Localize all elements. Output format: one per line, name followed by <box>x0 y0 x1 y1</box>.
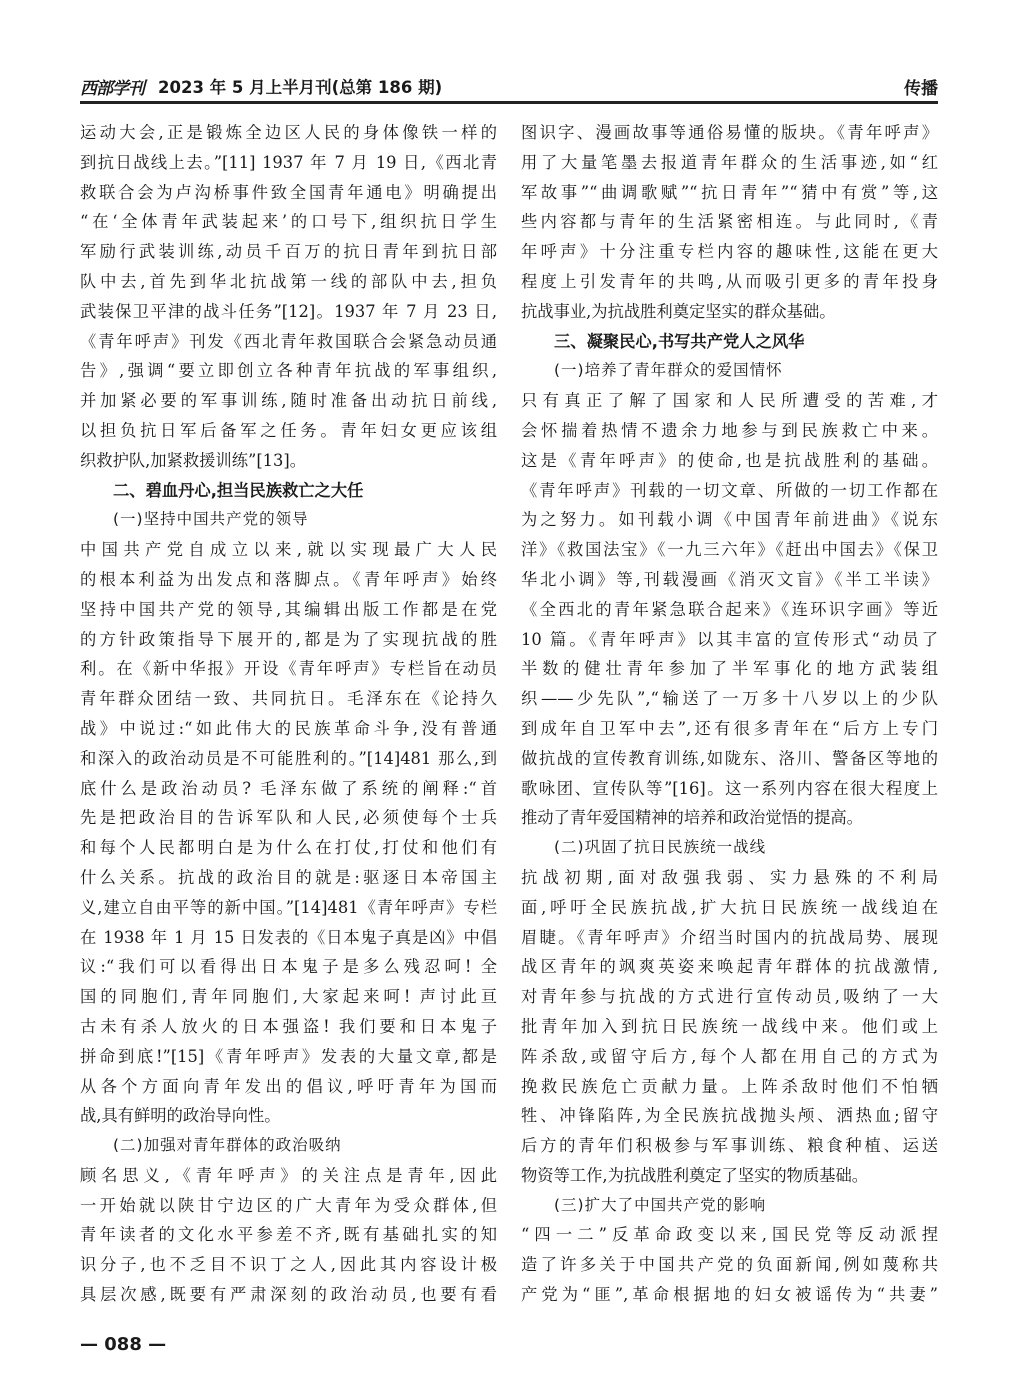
text-line: 一开始就以陕甘宁边区的广大青年为受众群体,但 <box>80 1195 497 1215</box>
text-line: 议:“我们可以看得出日本鬼子是多么残忍呵! 全 <box>80 957 497 977</box>
text-line: 义,建立自由平等的新中国。”[14]481《青年呼声》专栏 <box>80 897 497 917</box>
text-line: 半数的健壮青年参加了半军事化的地方武装组 <box>521 659 938 679</box>
text-line: 织——少先队”,“输送了一万多十八岁以上的少队 <box>521 689 938 709</box>
subsection-heading: (三)扩大了中国共产党的影响 <box>554 1195 767 1214</box>
text-line: 抗战初期,面对敌强我弱、实力悬殊的不利局 <box>521 867 938 887</box>
text-line: 青年读者的文化水平参差不齐,既有基础扎实的知 <box>80 1225 497 1245</box>
text-line: 会怀揣着热情不遗余力地参与到民族救亡中来。 <box>521 420 938 440</box>
text-line: 顾名思义,《青年呼声》的关注点是青年,因此 <box>80 1165 497 1185</box>
text-line: 歌咏团、宣传队等”[16]。这一系列内容在很大程度上 <box>521 778 938 798</box>
section-name: 传播 <box>904 79 938 99</box>
text-line: 面,呼吁全民族抗战,扩大抗日民族统一战线迫在 <box>521 897 938 917</box>
text-line: “在‘全体青年武装起来’的口号下,组织抗日学生 <box>80 212 497 232</box>
subsection-heading: (二)巩固了抗日民族统一战线 <box>554 838 767 857</box>
text-line: 战》中说过:“如此伟大的民族革命斗争,没有普通 <box>80 718 497 738</box>
text-line: 用了大量笔墨去报道青年群众的生活事迹,如“红 <box>521 152 938 172</box>
text-line: 洋》《救国法宝》《一九三六年》《赶出中国去》《保卫 <box>521 540 938 560</box>
text-line: 批青年加入到抗日民族统一战线中来。他们或上 <box>521 1016 938 1036</box>
text-line: 的方针政策指导下展开的,都是为了实现抗战的胜 <box>80 629 497 649</box>
text-line: 和每个人民都明白是为什么在打仗,打仗和他们有 <box>80 838 497 858</box>
text-line: 识分子,也不乏目不识丁之人,因此其内容设计极 <box>80 1255 497 1275</box>
text-line: 这是《青年呼声》的使命,也是抗战胜利的基础。 <box>521 450 938 470</box>
text-line: 图识字、漫画故事等通俗易懂的版块。《青年呼声》 <box>521 123 938 142</box>
right-column <box>521 118 938 1310</box>
subsection-heading: (二)加强对青年群体的政治吸纳 <box>113 1136 342 1155</box>
text-line: 阵杀敌,或留守后方,每个人都在用自己的方式为 <box>521 1046 938 1066</box>
section-heading: 三、凝聚民心,书写共产党人之风华 <box>554 331 805 351</box>
subsection-heading: (一)坚持中国共产党的领导 <box>113 510 309 529</box>
text-line: 物资等工作,为抗战胜利奠定了坚实的物质基础。 <box>521 1165 869 1185</box>
text-line: 在 1938 年 1 月 15 日发表的《日本鬼子真是凶》中倡 <box>80 927 497 947</box>
text-line: 战,具有鲜明的政治导向性。 <box>80 1106 281 1126</box>
text-line: 什么关系。抗战的政治目的就是:驱逐日本帝国主 <box>80 867 497 887</box>
text-line: 军励行武装训练,动员千百万的抗日青年到抗日部 <box>80 242 497 262</box>
text-line: 国的同胞们,青年同胞们,大家起来呵! 声讨此亘 <box>80 987 497 1007</box>
text-line: 并加紧必要的军事训练,随时准备出动抗日前线, <box>80 391 497 411</box>
issue-info: 2023 年 5 月上半月刊(总第 186 期) <box>158 78 443 97</box>
text-line: 救联合会为卢沟桥事件致全国青年通电》明确提出 <box>80 182 497 202</box>
text-line: 造了许多关于中国共产党的负面新闻,例如蔑称共 <box>521 1255 938 1275</box>
text-line: 队中去,首先到华北抗战第一线的部队中去,担负 <box>80 271 497 291</box>
text-line: 告》,强调“要立即创立各种青年抗战的军事组织, <box>80 361 497 381</box>
text-line: 对青年参与抗战的方式进行宣传动员,吸纳了一大 <box>521 987 938 1007</box>
text-line: 《青年呼声》刊发《西北青年救国联合会紧急动员通 <box>80 331 497 351</box>
text-line: 《全西北的青年紧急联合起来》《连环识字画》等近 <box>521 599 938 619</box>
text-line: 眉睫。《青年呼声》介绍当时国内的抗战局势、展现 <box>521 927 938 947</box>
text-line: 年呼声》十分注重专栏内容的趣味性,这能在更大 <box>521 242 938 262</box>
text-line: 先是把政治目的告诉军队和人民,必须使每个士兵 <box>80 808 497 828</box>
text-line: 10 篇。《青年呼声》以其丰富的宣传形式“动员了 <box>521 629 938 649</box>
text-line: 的根本利益为出发点和落脚点。《青年呼声》始终 <box>80 569 497 589</box>
text-line: 以担负抗日军后备军之任务。青年妇女更应该组 <box>80 420 497 440</box>
text-line: 军故事”“曲调歌赋”“抗日青年”“猜中有赏”等,这 <box>521 182 938 202</box>
text-line: 些内容都与青年的生活紧密相连。与此同时,《青 <box>521 212 938 232</box>
text-line: 只有真正了解了国家和人民所遭受的苦难,才 <box>521 391 938 411</box>
text-line: 拼命到底!”[15]《青年呼声》发表的大量文章,都是 <box>80 1046 497 1066</box>
journal-logo: 西部学刊 <box>80 79 144 99</box>
text-line: 后方的青年们积极参与军事训练、粮食种植、运送 <box>521 1136 938 1156</box>
section-heading: 二、碧血丹心,担当民族救亡之大任 <box>113 480 364 500</box>
text-line: 《青年呼声》刊载的一切文章、所做的一切工作都在 <box>521 480 938 500</box>
text-line: 中国共产党自成立以来,就以实现最广大人民 <box>80 540 497 560</box>
subsection-heading: (一)培养了青年群众的爱国情怀 <box>554 361 783 380</box>
page-number: — 088 — <box>80 1334 167 1355</box>
text-line: 武装保卫平津的战斗任务”[12]。1937 年 7 月 23 日, <box>80 301 497 321</box>
page-header <box>80 72 938 102</box>
header-rule <box>80 101 938 104</box>
left-column <box>80 118 497 1310</box>
text-line: 推动了青年爱国精神的培养和政治觉悟的提高。 <box>521 808 863 828</box>
text-line: 底什么是政治动员? 毛泽东做了系统的阐释:“首 <box>80 778 497 798</box>
text-line: 挽救民族危亡贡献力量。上阵杀敌时他们不怕牺 <box>521 1076 938 1096</box>
text-line: 青年群众团结一致、共同抗日。毛泽东在《论持久 <box>80 689 497 709</box>
text-line: 古未有杀人放火的日本强盗! 我们要和日本鬼子 <box>80 1016 497 1036</box>
text-line: 和深入的政治动员是不可能胜利的。”[14]481 那么,到 <box>80 748 497 768</box>
text-line: 牲、冲锋陷阵,为全民族抗战抛头颅、洒热血;留守 <box>521 1106 938 1126</box>
text-line: “四一二”反革命政变以来,国民党等反动派捏 <box>521 1225 938 1245</box>
text-line: 坚持中国共产党的领导,其编辑出版工作都是在党 <box>80 599 497 619</box>
text-line: 运动大会,正是锻炼全边区人民的身体像铁一样的 <box>80 123 497 142</box>
text-line: 程度上引发青年的共鸣,从而吸引更多的青年投身 <box>521 271 938 291</box>
text-line: 到抗日战线上去。”[11] 1937 年 7 月 19 日,《西北青 <box>80 152 497 172</box>
text-line: 为之努力。如刊载小调《中国青年前进曲》《说东 <box>521 510 938 530</box>
text-line: 产党为“匪”,革命根据地的妇女被谣传为“共妻” <box>521 1285 938 1305</box>
text-line: 到成年自卫军中去”,还有很多青年在“后方上专门 <box>521 718 938 738</box>
text-line: 具层次感,既要有严肃深刻的政治动员,也要有看 <box>80 1285 497 1305</box>
text-line: 利。在《新中华报》开设《青年呼声》专栏旨在动员 <box>80 659 497 679</box>
text-line: 从各个方面向青年发出的倡议,呼吁青年为国而 <box>80 1076 497 1096</box>
text-line: 做抗战的宣传教育训练,如陇东、洛川、警备区等地的 <box>521 748 938 768</box>
text-line: 抗战事业,为抗战胜利奠定坚实的群众基础。 <box>521 301 836 321</box>
text-line: 华北小调》等,刊载漫画《消灭文盲》《半工半读》 <box>521 569 938 589</box>
text-line: 战区青年的飒爽英姿来唤起青年群体的抗战激情, <box>521 957 938 977</box>
text-line: 织救护队,加紧救援训练”[13]。 <box>80 450 307 470</box>
